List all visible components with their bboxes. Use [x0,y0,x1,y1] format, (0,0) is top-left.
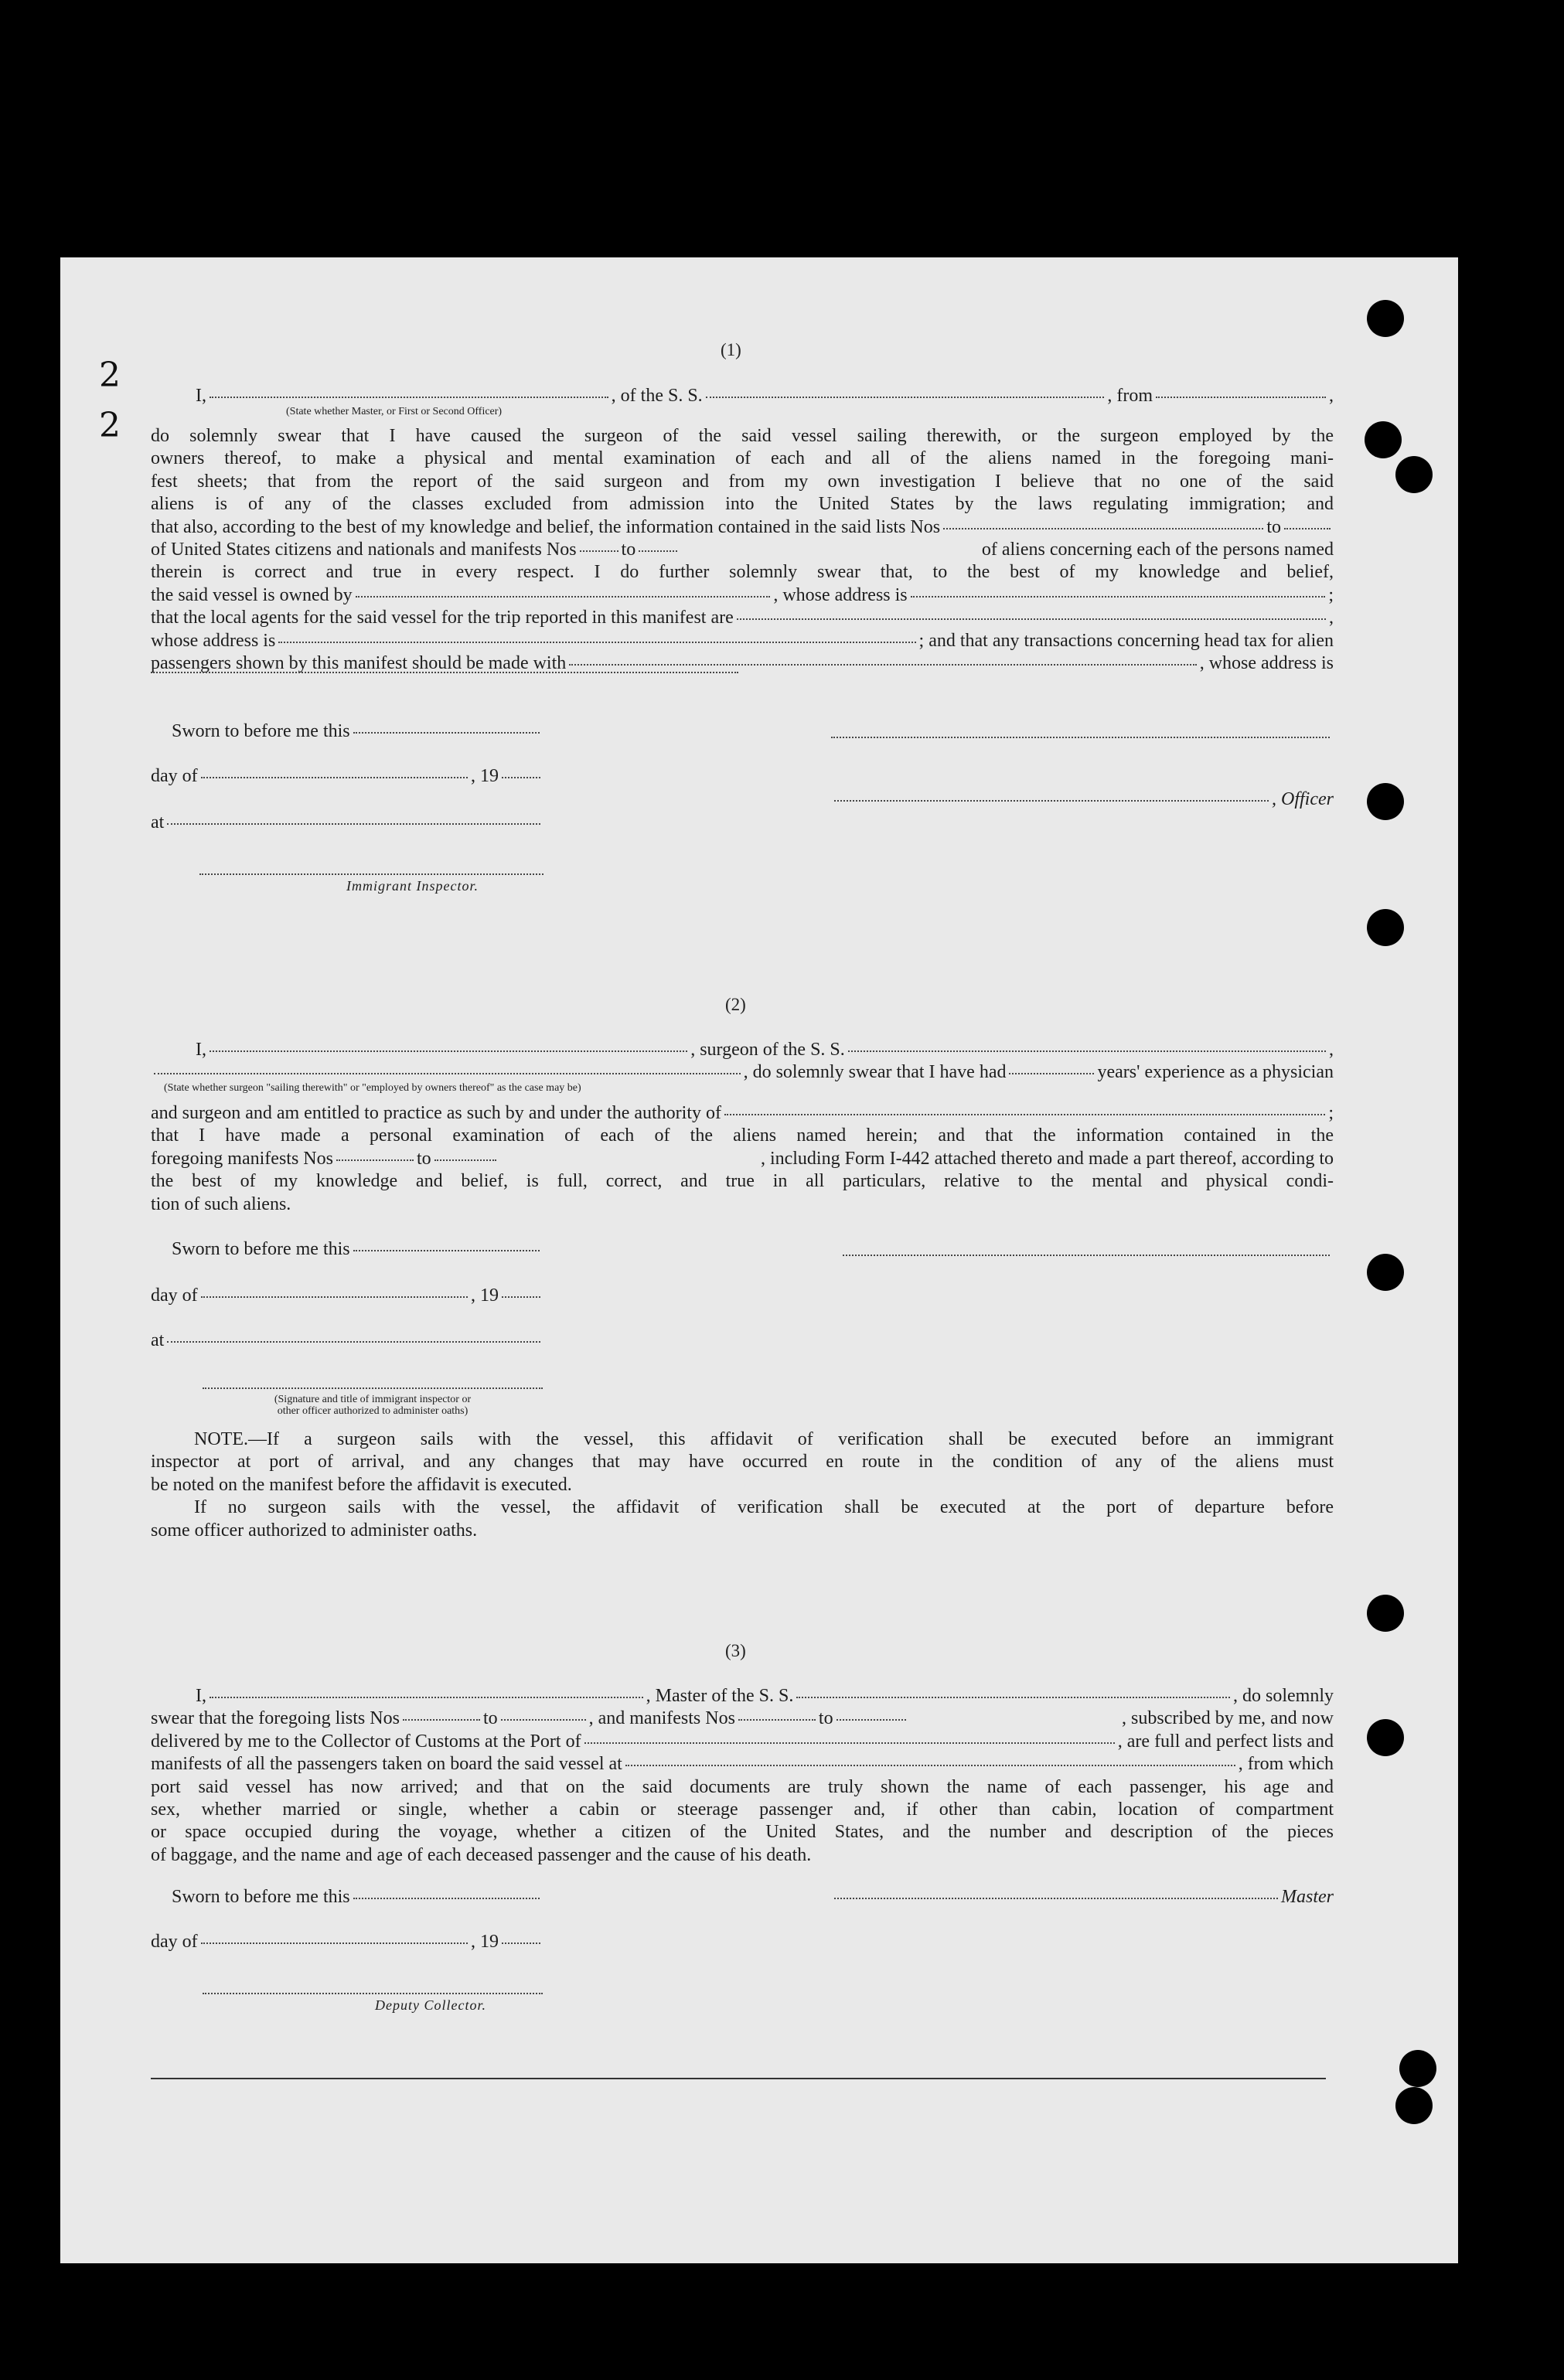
port-field[interactable] [584,1742,1115,1744]
note-label: NOTE. [194,1429,248,1449]
list-nos-from-field[interactable] [943,528,1263,529]
section-2-day: day of , 19 [151,1285,543,1307]
punch-hole [1365,421,1402,458]
surgeon-signature-line[interactable] [843,1255,1330,1256]
margin-mark: 2 [99,406,121,445]
from-label: , from [1107,386,1153,406]
bottom-rule [151,2078,1326,2079]
punch-hole [1367,1595,1404,1632]
section-1-number: (1) [721,340,741,359]
master-vessel-field[interactable] [796,1697,1230,1698]
punch-hole [1367,300,1404,337]
place-field[interactable] [167,823,540,825]
year-field[interactable] [502,777,540,778]
year-field[interactable] [502,1942,540,1944]
punch-hole [1395,456,1433,493]
list-nos-to-field[interactable] [1284,528,1331,529]
surgeon-manifest-from-field[interactable] [336,1159,414,1161]
sworn-date-field[interactable] [353,1250,540,1251]
section-2-body: and surgeon and am entitled to practice as such by and under the authority of ; that I have made a personal examination of each of the aliens named herein; and that the information contained in the foregoing manifests Nos to , including Form I-442 attached thereto and made a part thereof, according to the best of my knowledge and belief, is full, correct, and true in all particulars, relative to the mental and physical condi- tion of such aliens. [151,1103,1334,1214]
section-1-first-line: I, , of the S. S. , from , [151,385,1334,407]
day-field[interactable] [201,1942,468,1944]
officer-signature-line[interactable] [831,737,1330,738]
manifests-to-field[interactable] [837,1719,906,1721]
section-3-day: day of , 19 [151,1931,543,1953]
lists-from-field[interactable] [403,1719,480,1721]
agents-address-field[interactable] [278,642,915,643]
section-1-sworn: Sworn to before me this [172,720,543,743]
inspector-caption: Immigrant Inspector. [346,878,479,894]
punch-hole [1395,2087,1433,2124]
rank-caption: (State whether Master, or First or Second Officer) [286,406,503,417]
embarkation-port-field[interactable] [625,1765,1235,1766]
inspector-signature-line[interactable] [199,873,543,875]
master-signature: Master [831,1886,1334,1908]
sworn-date-field[interactable] [353,1898,540,1899]
collector-signature-line[interactable] [203,1993,543,1994]
day-field[interactable] [201,1296,468,1298]
place-field[interactable] [167,1341,540,1343]
section-3-sworn: Sworn to before me this [172,1886,543,1908]
officer-name-field[interactable] [834,800,1269,802]
vessel-field[interactable] [706,397,1105,398]
year-field[interactable] [502,1296,540,1298]
punch-hole [1367,909,1404,946]
collector-caption: Deputy Collector. [375,1997,486,2013]
surgeon-status-field[interactable] [154,1073,741,1074]
section-2-sworn: Sworn to before me this [172,1238,543,1261]
note: NOTE.—If a surgeon sails with the vessel, this affidavit of verification shall be executed before an immigrant inspector at port of arrival, and any changes that may have occurred en route in the condition of any of the aliens must be noted on the manifest before the affidavit is executed. If no surgeon sails with the vessel, the affidavit of verification shall be executed at the port of departure before some officer authorized to administer oaths. [151,1429,1334,1541]
section-3-body: I, , Master of the S. S. , do solemnly swear that the foregoing lists Nos to , and manifests Nos to , subscribed by me, and now delivered by me to the Collector of Customs at the Port of , are full and perfect lists and manifests of all the passengers taken on board the said vessel at , from which port said vessel has now arrived; and that on the said documents are truly shown the name of each passenger, his age and sex, whether married or single, whether a cabin or steerage passenger and, if other than cabin, location of compartment or space occupied during the voyage, whether a citizen of the United States, and the number and description of the pieces of baggage, and the name and age of each deceased passenger and the cause of his death. [151,1686,1334,1865]
surgeon-caption: (State whether surgeon "sailing therewith" or "employed by owners thereof" as the case may be) [164,1082,581,1094]
vessel-label: , of the S. S. [611,386,703,406]
authority-field[interactable] [724,1114,1325,1115]
local-agents-field[interactable] [737,618,1326,620]
head-tax-contact-field[interactable] [569,664,1196,666]
from-field[interactable] [1156,397,1326,398]
inspector-signature-line[interactable] [203,1387,543,1389]
section-1-at: at [151,812,543,834]
punch-hole [1367,783,1404,820]
section-2-at: at [151,1330,543,1352]
signature-caption: (Signature and title of immigrant inspector or other officer authorized to administer oaths) [274,1394,472,1417]
punch-hole [1367,1254,1404,1291]
lists-to-field[interactable] [501,1719,586,1721]
master-signature-line[interactable] [834,1898,1278,1899]
officer-rank-field[interactable] [210,397,608,398]
officer-line: , Officer [831,788,1334,811]
margin-mark: 2 [99,356,121,395]
section-1-body: do solemnly swear that I have caused the surgeon of the said vessel sailing therewith, or the surgeon employed by the owners thereof, to make a physical and mental examination of each and all of the aliens named in the foregoing mani- fest sheets; that from the report of the said surgeon and from my own investigation I believe that no one of the said aliens is of any of the classes excluded from admission into the United States by the laws regulating immigration; and that also, according to the best of my knowledge and belief, the information contained in the said lists Nos to of United States citizens and nationals and manifests Nos to of aliens concerning each of the persons named therein is correct and true in every respect. I do further solemnly swear that, to the best of my knowledge and belief, the said vessel is owned by , whose address is ; that the local agents for the said vessel for the trip reported in this manifest are , whose address is ; and that any transactions concerning head tax for alien passengers shown by this manifest should be made with , whose address is [151,426,1334,674]
section-3-number: (3) [725,1641,746,1660]
owner-address-field[interactable] [911,596,1326,598]
manifest-nos-to-field[interactable] [639,550,677,552]
years-experience-field[interactable] [1009,1073,1094,1074]
punch-hole [1399,2050,1436,2087]
section-1-day: day of , 19 [151,765,543,788]
surgeon-vessel-field[interactable] [848,1050,1326,1052]
prefix: I, [196,386,206,406]
owner-field[interactable] [356,596,771,598]
section-2-number: (2) [725,995,746,1014]
punch-hole [1367,1719,1404,1756]
day-field[interactable] [201,777,468,778]
sworn-date-field[interactable] [353,732,540,734]
surgeon-manifest-to-field[interactable] [434,1159,496,1161]
master-name-field[interactable] [210,1697,643,1698]
section-2-first-line: I, , surgeon of the S. S. , , do solemnly swear that I have had years' experience as a physician [151,1039,1334,1084]
head-tax-address-field[interactable] [151,672,738,673]
manifests-from-field[interactable] [738,1719,816,1721]
surgeon-name-field[interactable] [210,1050,687,1052]
manifest-nos-from-field[interactable] [580,550,618,552]
